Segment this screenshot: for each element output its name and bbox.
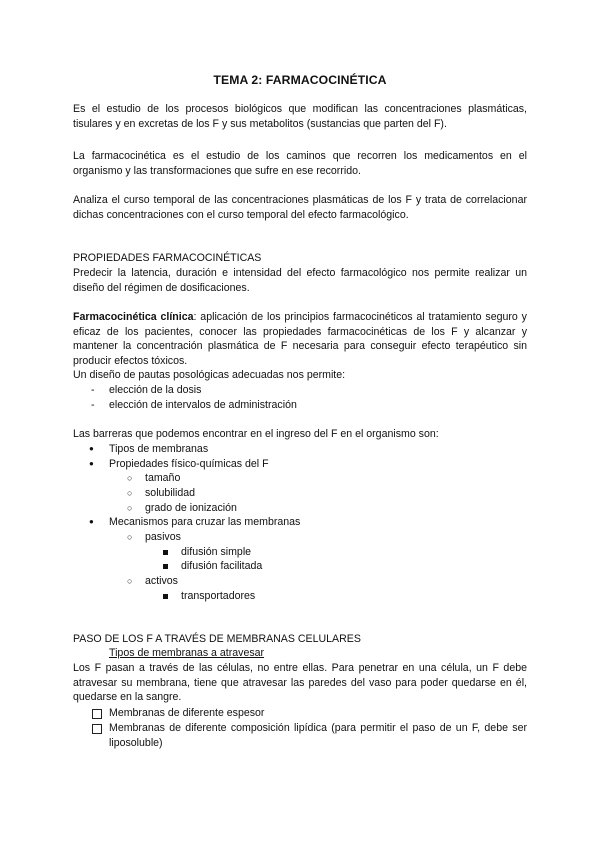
dash-marker: -: [91, 399, 95, 411]
page-title: TEMA 2: FARMACOCINÉTICA: [213, 73, 387, 87]
pasivo-difusion-simple: difusión simple: [181, 546, 252, 558]
barrera-mecanismos: Mecanismos para cruzar las membranas: [109, 516, 301, 528]
pautas-intro: Un diseño de pautas posológicas adecuadas nos permite:: [73, 369, 346, 381]
barrera-propiedades: Propiedades físico-químicas del F: [109, 458, 269, 470]
circle-bullet-icon: ○: [127, 488, 133, 498]
square-bullet-icon: [163, 589, 168, 604]
square-bullet-icon: [163, 545, 168, 560]
mecanismo-pasivos: pasivos: [145, 531, 181, 543]
pautas-item-dosis: elección de la dosis: [109, 384, 202, 396]
pautas-item-intervalos: elección de intervalos de administración: [109, 399, 297, 411]
bullet-icon: ●: [89, 517, 94, 526]
intro-paragraph-2: La farmacocinética es el estudio de los caminos que recorren los medicamentos en el organismo y las transformaciones que sufre en ese recorrido.: [73, 150, 527, 177]
barreras-intro: Las barreras que podemos encontrar en el ingreso del F en el organismo son:: [73, 428, 439, 440]
section-heading-propiedades: PROPIEDADES FARMACOCINÉTICAS: [73, 252, 262, 264]
clinica-definition: : aplicación de los principios farmacocinéticos al tratamiento seguro y eficaz de los pacientes, conocer las propiedades farmacocinéticas de los F y alcanzar y mantener la concentración plasmática de F necesaria para conseguir efecto terapéutico sin producir efectos tóxicos.: [73, 311, 527, 368]
activo-transportadores: transportadores: [181, 590, 256, 602]
paso-paragraph: Los F pasan a través de las células, no entre ellas. Para penetrar en una célula, un F debe atravesar su membrana, tiene que atravesar las paredes del vaso para poder quedarse en él, quedarse en la sangre.: [73, 662, 527, 704]
checkbox-icon: [92, 724, 102, 734]
circle-bullet-icon: ○: [127, 532, 133, 542]
barrera-tipos-membranas: Tipos de membranas: [109, 443, 209, 455]
intro-paragraph-3: Analiza el curso temporal de las concentraciones plasmáticas de los F y trata de correlacionar dichas concentraciones con el curso temporal del efecto farmacológico.: [73, 194, 527, 221]
mecanismo-activos: activos: [145, 575, 178, 587]
propiedades-paragraph: Predecir la latencia, duración e intensidad del efecto farmacológico nos permite realizar un diseño del régimen de dosificaciones.: [73, 267, 527, 294]
checklist-item-espesor: Membranas de diferente espesor: [109, 707, 265, 719]
circle-bullet-icon: ○: [127, 473, 133, 483]
propiedad-tamano: tamaño: [145, 472, 181, 484]
paso-subheading: Tipos de membranas a atravesar: [109, 647, 265, 659]
checkbox-icon: [92, 709, 102, 719]
intro-paragraph-1: Es el estudio de los procesos biológicos que modifican las concentraciones plasmáticas, tisulares y en excretas de los F y sus metabolitos (sustancias que parten del F).: [73, 103, 527, 130]
dash-marker: -: [91, 384, 95, 396]
circle-bullet-icon: ○: [127, 576, 133, 586]
checklist-item-composicion: Membranas de diferente composición lipídica (para permitir el paso de un F, debe ser liposoluble): [109, 722, 527, 749]
pasivo-difusion-facilitada: difusión facilitada: [181, 560, 263, 572]
propiedad-ionizacion: grado de ionización: [145, 502, 237, 514]
bullet-icon: ●: [89, 444, 94, 453]
clinica-paragraph: [73, 310, 527, 369]
clinica-term: Farmacocinética clínica: [73, 311, 194, 323]
circle-bullet-icon: ○: [127, 503, 133, 513]
propiedad-solubilidad: solubilidad: [145, 487, 196, 499]
square-bullet-icon: [163, 559, 168, 574]
section-heading-paso: PASO DE LOS F A TRAVÉS DE MEMBRANAS CELULARES: [73, 633, 361, 645]
bullet-icon: ●: [89, 459, 94, 468]
